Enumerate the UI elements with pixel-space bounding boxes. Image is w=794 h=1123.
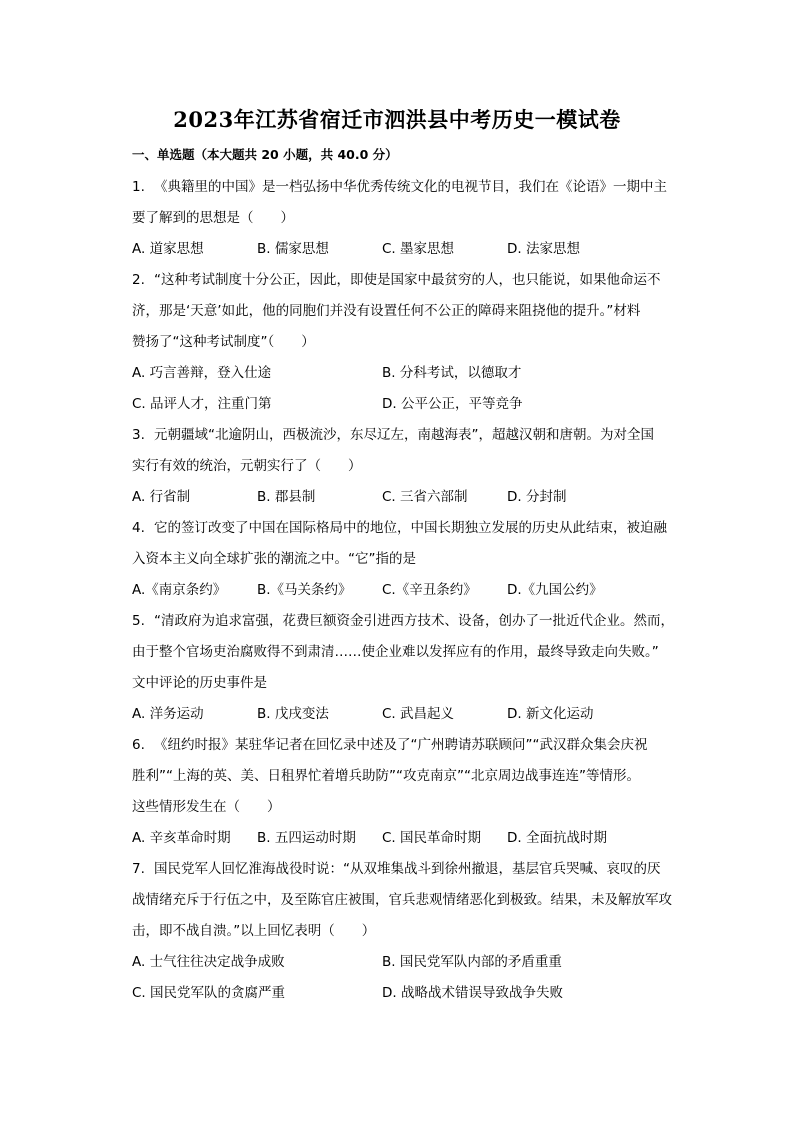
question-stem-line: 文中评论的历史事件是 (132, 675, 267, 691)
question-6 (132, 730, 692, 854)
option-c[interactable]: C.《辛丑条约》 (382, 582, 477, 598)
option-a[interactable]: A. 辛亥革命时期 (132, 830, 231, 846)
option-a[interactable]: A. 行省制 (132, 489, 191, 505)
question-stem-line (132, 265, 692, 296)
question-number: 3. (132, 427, 145, 443)
question-stem-line: 济，那是‘天意’如此，他的同胞们并没有设置任何不公正的障碍来阻挠他的提升。”材料 (132, 303, 641, 319)
option-d[interactable]: D. 公平公正，平等竞争 (382, 396, 523, 412)
question-text: 它的签订改变了中国在国际格局中的地位，中国长期独立发展的历史从此结束，被迫融 (154, 520, 667, 536)
question-stem-line: 要了解到的思想是（ ） (132, 210, 294, 226)
question-number: 1. (132, 179, 145, 195)
options-row (132, 978, 692, 1009)
page-title: 2023年江苏省宿迁市泗洪县中考历史一模试卷 (173, 107, 621, 132)
option-c[interactable]: C. 品评人才，注重门第 (132, 396, 272, 412)
option-b[interactable]: B. 戊戌变法 (257, 706, 329, 722)
question-stem-line: 这些情形发生在（ ） (132, 799, 281, 815)
option-b[interactable]: B.《马关条约》 (257, 582, 352, 598)
option-a[interactable]: A. 士气往往决定战争成败 (132, 954, 285, 970)
option-c[interactable]: C. 国民党军队的贪腐严重 (132, 985, 286, 1001)
question-7 (132, 854, 692, 1009)
option-b[interactable]: B. 分科考试，以德取才 (382, 365, 522, 381)
option-d[interactable]: D.《九国公约》 (507, 582, 603, 598)
question-stem-line: 胜利”“上海的英、美、日租界忙着增兵助防”“攻克南京”“北京周边战事连连”等情形。 (132, 768, 640, 784)
question-text: 国民党军人回忆淮海战役时说：“从双堆集战斗到徐州撤退，基层官兵哭喊、哀叹的厌 (154, 861, 661, 877)
option-b[interactable]: B. 五四运动时期 (257, 830, 356, 846)
question-4 (132, 513, 692, 606)
question-number: 7. (132, 861, 145, 877)
options-row (132, 947, 692, 978)
option-b[interactable]: B. 郡县制 (257, 489, 316, 505)
option-a[interactable]: A. 洋务运动 (132, 706, 204, 722)
question-number: 2. (132, 272, 145, 288)
question-stem-line: 入资本主义向全球扩张的潮流之中。“它”指的是 (132, 551, 416, 567)
option-a[interactable]: A. 道家思想 (132, 241, 204, 257)
option-d[interactable]: D. 战略战术错误导致战争失败 (382, 985, 563, 1001)
question-number: 6. (132, 737, 145, 753)
section-heading: 一、单选题（本大题共 20 小题，共 40.0 分） (132, 147, 398, 162)
option-c[interactable]: C. 三省六部制 (382, 489, 468, 505)
option-d[interactable]: D. 分封制 (507, 489, 567, 505)
options-row (132, 823, 692, 854)
question-text: “清政府为追求富强，花费巨额资金引进西方技术、设备，创办了一批近代企业。然而， (154, 613, 674, 629)
options-row (132, 575, 692, 606)
question-text: “这种考试制度十分公正，因此，即使是国家中最贫穷的人，也只能说，如果他命运不 (154, 272, 661, 288)
question-stem-line (132, 420, 692, 451)
options-row (132, 358, 692, 389)
option-d[interactable]: D. 新文化运动 (507, 706, 594, 722)
option-d[interactable]: D. 全面抗战时期 (507, 830, 607, 846)
question-stem-line: 由于整个官场吏治腐败得不到肃清……使企业难以发挥应有的作用，最终导致走向失败。” (132, 644, 659, 660)
option-b[interactable]: B. 儒家思想 (257, 241, 329, 257)
options-row (132, 482, 692, 513)
option-c[interactable]: C. 国民革命时期 (382, 830, 482, 846)
option-b[interactable]: B. 国民党军队内部的矛盾重重 (382, 954, 562, 970)
options-row (132, 389, 692, 420)
option-c[interactable]: C. 武昌起义 (382, 706, 455, 722)
question-stem-line: 击，即不战自溃。”以上回忆表明（ ） (132, 923, 376, 939)
question-number: 4. (132, 520, 145, 536)
question-3 (132, 420, 692, 513)
options-row (132, 234, 692, 265)
option-a[interactable]: A. 巧言善辩，登入仕途 (132, 365, 272, 381)
question-text: 元朝疆域“北逾阴山，西极流沙，东尽辽左，南越海表”，超越汉朝和唐朝。为对全国 (154, 427, 654, 443)
question-number: 5. (132, 613, 145, 629)
question-stem-line (132, 730, 692, 761)
question-list (132, 172, 692, 1009)
question-stem-line (132, 606, 692, 637)
question-stem-line (132, 513, 692, 544)
question-5 (132, 606, 692, 730)
question-stem-line: 赞扬了“这种考试制度”（ ） (132, 334, 315, 350)
option-c[interactable]: C. 墨家思想 (382, 241, 455, 257)
question-text: 《典籍里的中国》是一档弘扬中华优秀传统文化的电视节目，我们在《论语》一期中主 (154, 179, 667, 195)
question-stem-line (132, 172, 692, 203)
question-text: 《纽约时报》某驻华记者在回忆录中述及了“广州聘请苏联顾问”“武汉群众集会庆祝 (154, 737, 648, 753)
option-d[interactable]: D. 法家思想 (507, 241, 580, 257)
option-a[interactable]: A.《南京条约》 (132, 582, 227, 598)
question-stem-line: 战情绪充斥于行伍之中，及至陈官庄被围，官兵悲观情绪恶化到极致。结果，未及解放军攻 (132, 892, 672, 908)
question-1 (132, 172, 692, 265)
question-2 (132, 265, 692, 420)
question-stem-line: 实行有效的统治，元朝实行了（ ） (132, 458, 362, 474)
question-stem-line (132, 854, 692, 885)
options-row (132, 699, 692, 730)
